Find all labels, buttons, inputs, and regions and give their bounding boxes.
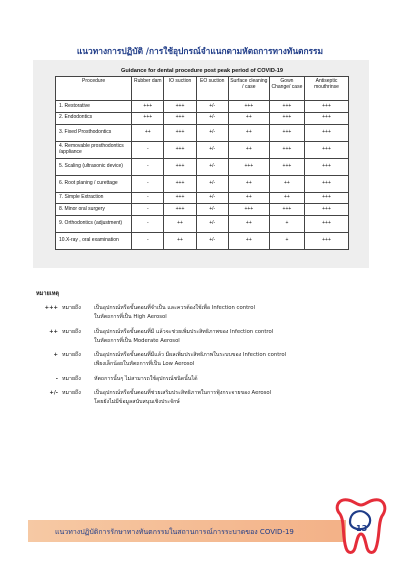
table-cell: ++ (164, 233, 196, 250)
procedure-cell: 6. Root planing / curettage (56, 175, 132, 192)
legend-description (94, 351, 366, 369)
table-cell: +++ (164, 175, 196, 192)
legend-item (36, 304, 366, 322)
legend-item (36, 389, 366, 407)
footer-text: แนวทางปฏิบัติการรักษาทางทันตกรรมในสถานการณ์การระบาดของ COVID-19 (55, 528, 294, 536)
procedure-cell: 5. Scaling (ultrasonic device) (56, 158, 132, 175)
table-cell: +++ (305, 158, 349, 175)
legend-title: หมายเหตุ (36, 291, 60, 297)
table-row (56, 158, 349, 175)
table-cell: +++ (164, 101, 196, 113)
legend-line: เป็นอุปกรณ์หรือขั้นตอนที่มี แล้วจะช่วยเพิ่มประสิทธิภาพของ Infection control (94, 328, 274, 335)
table-cell: - (132, 233, 164, 250)
procedure-cell: 3. Fixed Prosthodontics (56, 124, 132, 141)
legend-meaning: หมายถึง (62, 352, 81, 358)
legend-symbol: + (53, 352, 58, 358)
legend-line: เป็นอุปกรณ์หรือขั้นตอนที่จำเป็น และควรต้องใช้เพื่อ Infection control (94, 305, 255, 311)
table-cell: +++ (305, 112, 349, 124)
table-cell: - (132, 175, 164, 192)
table-cell: - (132, 192, 164, 204)
table-cell: ++ (228, 112, 269, 124)
table-cell: +++ (228, 204, 269, 216)
col-header: Procedure (56, 77, 132, 101)
table-cell: +/- (196, 141, 228, 158)
table-cell: +++ (228, 158, 269, 175)
table-cell: ++ (164, 216, 196, 233)
table-cell: - (132, 204, 164, 216)
table-cell: +++ (305, 175, 349, 192)
legend-symbol: ++ (49, 328, 58, 335)
table-cell: +++ (164, 112, 196, 124)
table-cell: ++ (228, 216, 269, 233)
table-row (56, 233, 349, 250)
table-row (56, 124, 349, 141)
table-cell: +++ (269, 158, 304, 175)
table-row (56, 192, 349, 204)
table-cell: +/- (196, 204, 228, 216)
table-cell: +++ (164, 204, 196, 216)
table-cell: ++ (228, 233, 269, 250)
legend-meaning: หมายถึง (62, 375, 81, 382)
table-cell: ++ (269, 192, 304, 204)
legend-symbol: +/- (49, 390, 58, 396)
table-cell: +++ (305, 233, 349, 250)
table-cell: ++ (228, 175, 269, 192)
procedure-cell: 10.X-ray , oral examination (56, 233, 132, 250)
legend-symbol: - (55, 375, 58, 382)
table-cell: +++ (305, 204, 349, 216)
table-cell: +++ (228, 101, 269, 113)
table-cell: +++ (305, 192, 349, 204)
table-cell: +/- (196, 192, 228, 204)
legend-meaning: หมายถึง (62, 328, 81, 335)
legend-line: หัตถการนั้นๆ ไม่สามารถใช้อุปกรณ์ชนิดนั้นได้ (94, 375, 198, 382)
procedure-cell: 9. Orthodontics (adjustment) (56, 216, 132, 233)
legend-line: ในหัตถการที่เป็น Moderate Aerosol (94, 337, 180, 344)
table-cell: +++ (164, 141, 196, 158)
procedure-cell: 1. Restorative (56, 101, 132, 113)
table-row (56, 141, 349, 158)
legend-item (36, 351, 366, 369)
page-heading: แนวทางการปฏิบัติ /การใช้อุปกรณ์จำแนกตามหัตถการทางทันตกรรม (76, 46, 324, 56)
table-cell: - (132, 158, 164, 175)
legend-line: เป็นอุปกรณ์หรือขั้นตอนที่มีแล้ว มีผลเพิ่มประสิทธิภาพในระบบของ Infection control (94, 352, 287, 358)
legend-description (94, 304, 366, 322)
legend-meaning: หมายถึง (62, 305, 81, 311)
procedure-cell: 4. Removable prosthodontics /appliance (56, 141, 132, 158)
table-cell: +/- (196, 233, 228, 250)
legend-item (36, 375, 366, 384)
legend-description (94, 328, 366, 346)
legend-notes (36, 290, 366, 413)
table-header-row (56, 77, 349, 101)
table-cell: ++ (269, 175, 304, 192)
procedure-cell: 8. Minor oral surgery (56, 204, 132, 216)
table-cell: - (132, 216, 164, 233)
table-cell: ++ (228, 124, 269, 141)
table-cell: ++ (132, 124, 164, 141)
table-cell: +/- (196, 175, 228, 192)
legend-line: ในหัตถการที่เป็น High Aerosol (94, 314, 167, 320)
table-cell: +++ (269, 204, 304, 216)
table-cell: +/- (196, 124, 228, 141)
table-cell: +++ (305, 101, 349, 113)
table-cell: +/- (196, 158, 228, 175)
page-number: 13 (356, 524, 368, 533)
table-cell: +++ (305, 141, 349, 158)
table-cell: +++ (305, 124, 349, 141)
col-header: EO suction (196, 77, 228, 101)
guidance-table-panel (33, 60, 369, 268)
table-cell: +++ (269, 141, 304, 158)
table-cell: +++ (132, 101, 164, 113)
table-cell: +++ (132, 112, 164, 124)
table-cell: ++ (228, 192, 269, 204)
legend-line: โดยยังไม่มีข้อมูลสนับสนุนเชิงประจักษ์ (94, 399, 180, 405)
table-cell: +++ (269, 124, 304, 141)
procedure-cell: 2. Endodontics (56, 112, 132, 124)
col-header: Antiseptic mouthrinse (305, 77, 349, 101)
legend-symbol: +++ (44, 305, 58, 311)
table-cell: +++ (164, 158, 196, 175)
table-cell: ++ (228, 141, 269, 158)
legend-line: เป็นอุปกรณ์หรือขั้นตอนที่ช่วยเสริมประสิทธิภาพในการฟุ้งกระจายของ Aerosol (94, 390, 272, 396)
table-cell: +++ (164, 124, 196, 141)
table-cell: +++ (269, 112, 304, 124)
procedure-cell: 7. Simple Extraction (56, 192, 132, 204)
table-row (56, 112, 349, 124)
col-header: Rubber dam (132, 77, 164, 101)
table-cell: +++ (305, 216, 349, 233)
table-cell: +/- (196, 112, 228, 124)
table-cell: - (132, 141, 164, 158)
legend-description (94, 375, 366, 384)
legend-description (94, 389, 366, 407)
table-cell: + (269, 233, 304, 250)
table-cell: + (269, 216, 304, 233)
col-header: Surface cleaning / case (228, 77, 269, 101)
col-header: Gown Change/ case (269, 77, 304, 101)
table-row (56, 101, 349, 113)
table-row (56, 204, 349, 216)
legend-line: เพียงเล็กน้อยในหัตถการที่เป็น Low Aerosol (94, 361, 195, 367)
table-cell: +/- (196, 216, 228, 233)
table-cell: +++ (164, 192, 196, 204)
table-cell: +/- (196, 101, 228, 113)
table-row (56, 216, 349, 233)
col-header: IO suction (164, 77, 196, 101)
legend-meaning: หมายถึง (62, 390, 81, 396)
legend-item (36, 328, 366, 346)
table-title: Guidance for dental procedure post peak period of COVID-19 (121, 68, 283, 74)
table-cell: +++ (269, 101, 304, 113)
guidance-table (55, 76, 349, 250)
table-row (56, 175, 349, 192)
